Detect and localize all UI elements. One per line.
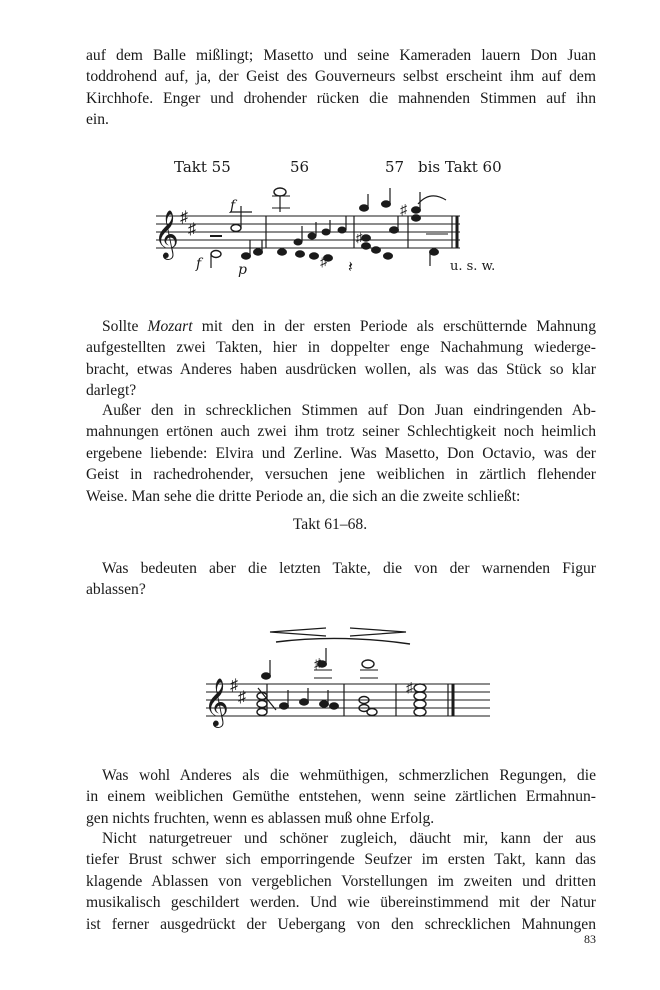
notes-measure-55 bbox=[210, 206, 263, 268]
text-line bbox=[86, 316, 596, 337]
hairpin-marks bbox=[270, 628, 410, 644]
sharp-icon: ♯ bbox=[406, 681, 413, 696]
notes-measure-56 bbox=[272, 188, 346, 261]
paragraph-6 bbox=[86, 828, 596, 935]
text-line: ein. bbox=[86, 111, 109, 129]
dynamic-forte: f bbox=[196, 256, 202, 272]
text-span: mit den in der ersten Periode als erschütternde Mahnung bbox=[192, 318, 596, 335]
paragraph-3 bbox=[86, 400, 596, 507]
sharp-icon: ♯ bbox=[230, 677, 238, 694]
music-example-takt-55-60 bbox=[150, 156, 520, 281]
dynamic-piano: p bbox=[238, 262, 247, 278]
text-line: gen nichts fruchten, wenn es ablassen muß ohne Erfolg. bbox=[86, 809, 435, 827]
composer-name: Mozart bbox=[147, 318, 193, 335]
paragraph-5 bbox=[86, 765, 596, 829]
paragraph-2 bbox=[86, 316, 596, 402]
sharp-icon: ♯ bbox=[180, 209, 188, 226]
treble-clef-icon: 𝄞 bbox=[204, 677, 229, 726]
text-line: Was bedeuten aber die letzten Takte, die von der warnenden Figur bbox=[102, 560, 596, 577]
sharp-icon: ♯ bbox=[320, 255, 327, 270]
notes-measure-58 bbox=[412, 192, 449, 266]
text-line: mahnungen ertönen auch zwei ihm trotz seiner Schlechtigkeit noch heimlich bbox=[86, 423, 596, 441]
text-line: ist ferner ausgedrückt der Uebergang von den schrecklichen Mahnungen bbox=[86, 915, 596, 933]
sharp-icon: ♯ bbox=[400, 203, 407, 218]
text-line: auf dem Balle mißlingt; Masetto und seine Kameraden lauern Don Juan bbox=[86, 47, 596, 64]
takt-label-end: bis Takt 60 bbox=[418, 158, 502, 176]
page-number: 83 bbox=[584, 932, 596, 946]
takt-reference: Takt 61–68. bbox=[292, 516, 368, 533]
sharp-icon: ♯ bbox=[238, 689, 246, 706]
text-span: Sollte bbox=[102, 318, 148, 335]
treble-clef-icon: 𝄞 bbox=[154, 209, 179, 258]
text-line: ergebene liebende: Elvira und Zerline. Was Masetto, Don Octavio, was der bbox=[86, 444, 596, 462]
text-line: Geist in rachedrohender, versuchen jene weiblichen in zärtlich flehender bbox=[86, 466, 596, 484]
quarter-rest-icon: 𝄽 bbox=[348, 259, 353, 276]
text-line: klagende Ablassen von vergeblichen Vorstellungen im zweiten und dritten bbox=[86, 872, 596, 890]
text-line: musikalisch geschildert werden. Und wie übereinstimmend mit der Natur bbox=[86, 894, 596, 912]
text-line: Weise. Man sehe die dritte Periode an, die sich an die zweite schließt: bbox=[86, 487, 521, 505]
text-line: bracht, etwas Anderes haben ausdrücken wollen, als was das Stück so klar bbox=[86, 360, 596, 378]
takt-label-56: 56 bbox=[290, 158, 310, 176]
dynamic-forte: f bbox=[230, 198, 236, 214]
text-line: tiefer Brust schwer sich emporringende Seufzer im ersten Takt, kann das bbox=[86, 851, 596, 869]
paragraph-1 bbox=[86, 45, 596, 131]
sharp-icon: ♯ bbox=[188, 221, 196, 238]
text-line: ablassen? bbox=[86, 581, 146, 599]
text-line: toddrohend auf, ja, der Geist des Gouverneurs selbst erscheint ihm auf dem bbox=[86, 68, 596, 86]
text-line: Außer den in schrecklichen Stimmen auf Don Juan eindringenden Ab- bbox=[102, 402, 596, 419]
takt-label-start: Takt 55 bbox=[174, 158, 231, 176]
sharp-icon: ♯ bbox=[356, 230, 363, 245]
text-line: aufgestellten zwei Takten, hier in doppelter enge Nachahmung wiederge- bbox=[86, 339, 596, 357]
notes-final-measures bbox=[257, 648, 426, 716]
text-line: Kirchhofe. Enger und drohender rücken die mahnenden Stimmen auf ihn bbox=[86, 89, 596, 107]
music-example-final-takts bbox=[200, 622, 500, 732]
text-line: Nicht naturgetreuer und schöner zugleich, däucht mir, kann der aus bbox=[102, 830, 596, 847]
text-line: Was wohl Anderes als die wehmüthigen, schmerzlichen Regungen, die bbox=[102, 767, 596, 784]
takt-label-57: 57 bbox=[385, 158, 405, 176]
etc-label: u. s. w. bbox=[450, 259, 496, 274]
text-line: darlegt? bbox=[86, 382, 137, 400]
sharp-icon: ♯ bbox=[314, 657, 321, 672]
paragraph-4 bbox=[86, 558, 596, 601]
text-line: in einem weiblichen Gemüthe entstehen, wenn seine zärtlichen Ermahnun- bbox=[86, 788, 596, 806]
